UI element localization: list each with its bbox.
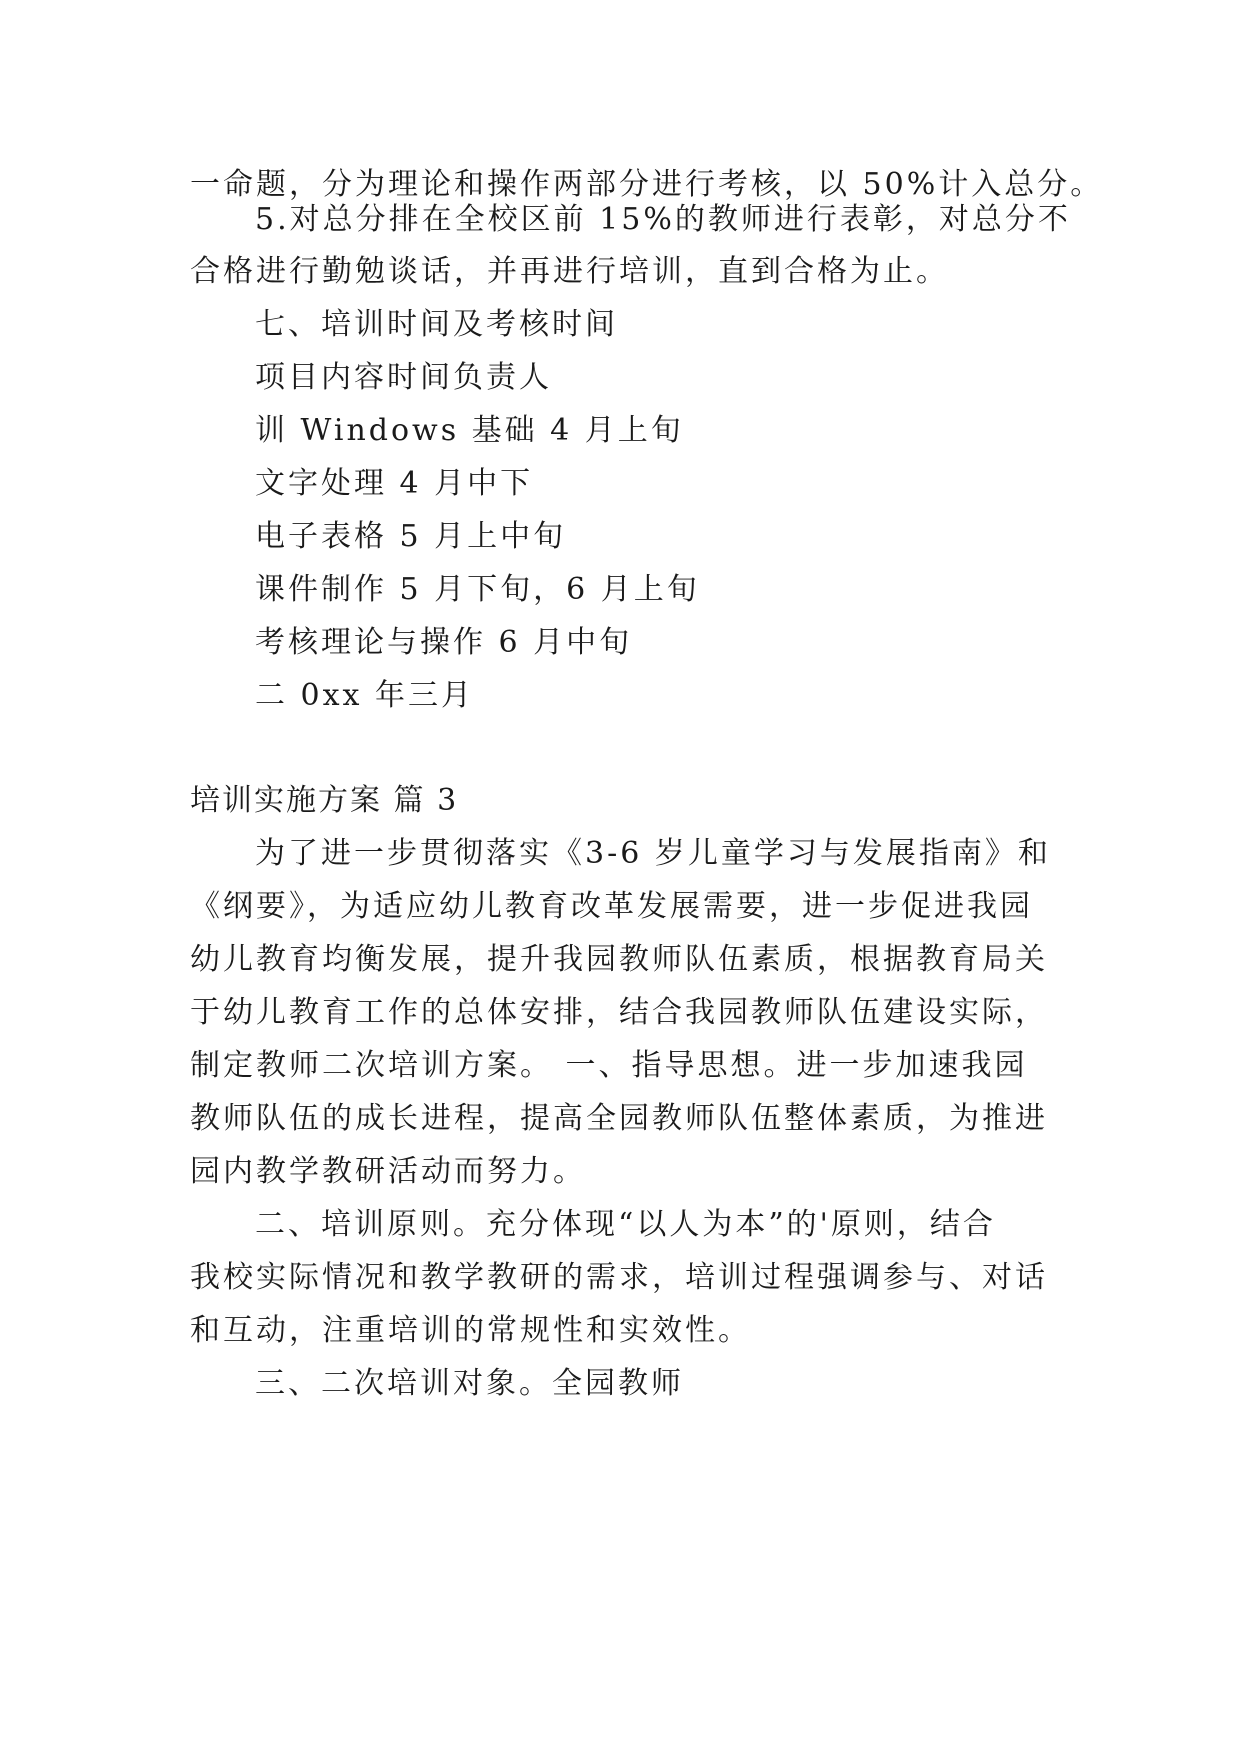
text-line: 《纲要》，为适应幼儿教育改革发展需要，进一步促进我园 [190,889,1033,924]
text-line: 幼儿教育均衡发展，提升我园教师队伍素质，根据教育局关 [190,942,1048,977]
section-title: 培训实施方案 篇 3 [190,783,459,818]
text-line: 为了进一步贯彻落实《3-6 岁儿童学习与发展指南》和 [255,836,1051,871]
table-row: 文字处理 4 月中下 [255,466,534,501]
text-line: 和互动，注重培训的常规性和实效性。 [190,1313,751,1348]
table-row: 考核理论与操作 6 月中旬 [255,625,633,660]
table-row: 课件制作 5 月下旬，6 月上旬 [255,572,700,607]
text-line: 教师队伍的成长进程，提高全园教师队伍整体素质，为推进 [190,1101,1048,1136]
table-row: 电子表格 5 月上中旬 [255,519,567,554]
table-header-line: 项目内容时间负责人 [255,360,552,395]
text-line: 一命题，分为理论和操作两部分进行考核，以 50%计入总分。 [190,167,1104,202]
text-line: 于幼儿教育工作的总体安排，结合我园教师队伍建设实际， [190,995,1048,1030]
section-heading: 七、培训时间及考核时间 [255,307,618,342]
text-line: 合格进行勤勉谈话，并再进行培训，直到合格为止。 [190,254,949,289]
table-row: 训 Windows 基础 4 月上旬 [255,413,684,448]
text-line: 二、培训原则。充分体现“以人为本”的'原则，结合 [255,1207,996,1242]
text-line: 园内教学教研活动而努力。 [190,1154,586,1189]
text-line: 制定教师二次培训方案。 一、指导思想。进一步加速我园 [190,1048,1028,1083]
date-line: 二 0xx 年三月 [255,678,474,713]
text-line: 三、二次培训对象。全园教师 [255,1366,684,1401]
text-line: 5.对总分排在全校区前 15%的教师进行表彰，对总分不 [255,202,1071,237]
text-line: 我校实际情况和教学教研的需求，培训过程强调参与、对话 [190,1260,1048,1295]
